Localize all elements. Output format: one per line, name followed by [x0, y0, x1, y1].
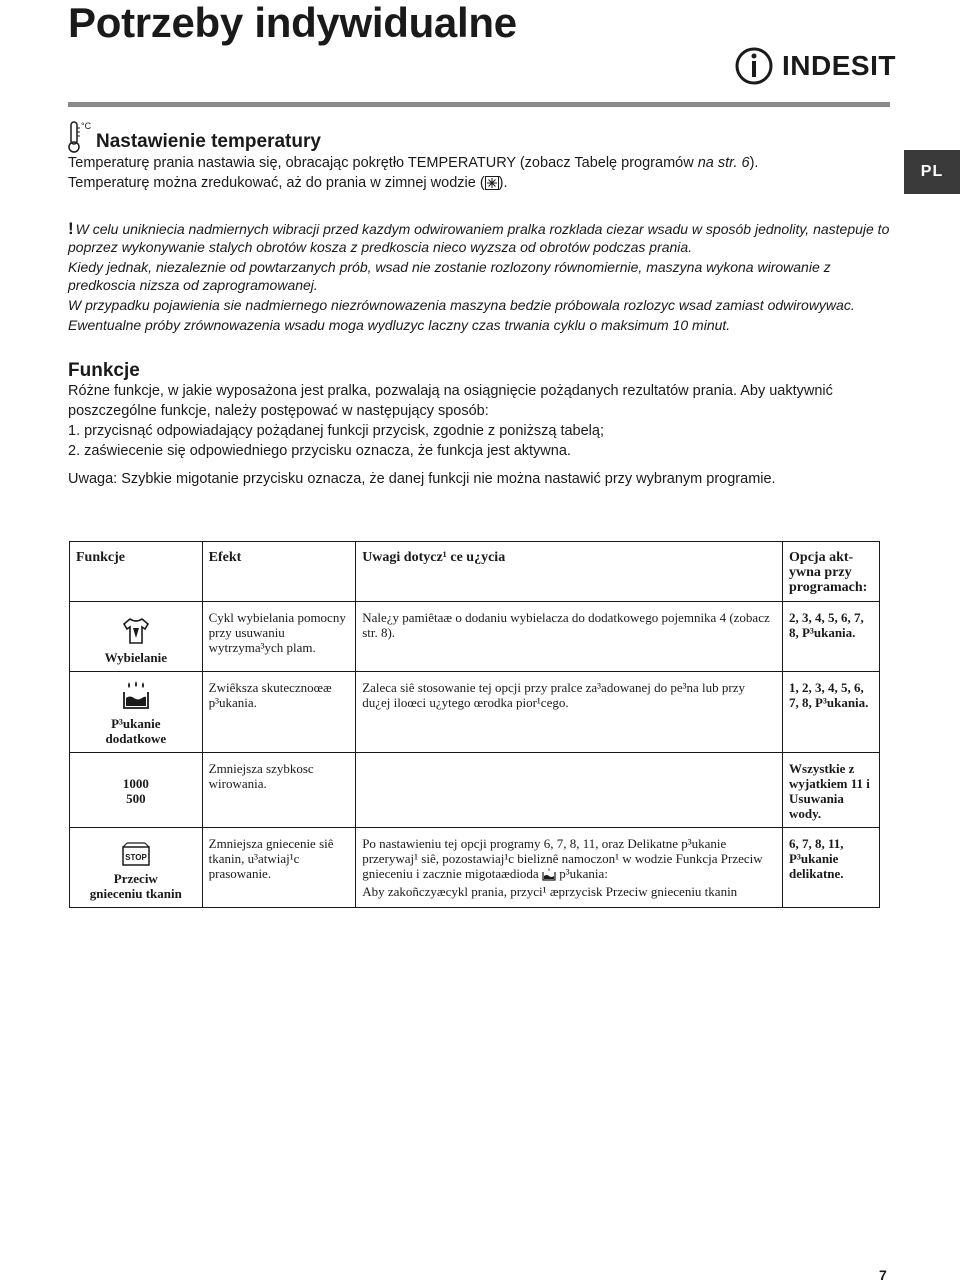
programs-cell: Wszystkie z wyjatkiem 11 i Usuwania wody. — [783, 753, 880, 828]
stop-icon-label: STOP — [124, 853, 147, 862]
brand-logo — [734, 44, 896, 88]
indesit-logo-icon — [734, 46, 774, 86]
function-name: 1000 500 — [122, 776, 149, 806]
table-row — [70, 602, 880, 672]
warning-paragraph-4: Ewentualne próby zrównowazenia wsadu moga wydluzyc laczny czas trwania cyklu o maksimum 10 minut. — [68, 317, 731, 333]
temperature-text-1: Temperaturę prania nastawia się, obracając pokrętło TEMPERATURY (zobacz Tabelę programów na str. 6). — [68, 155, 759, 171]
programs-cell: 2, 3, 4, 5, 6, 7, 8, P³ukania. — [783, 602, 880, 672]
thermometer-label: °C — [81, 121, 92, 131]
table-header-programs: Opcja akt- ywna przy programach: — [783, 542, 880, 602]
function-cell — [70, 828, 203, 908]
temperature-heading: Nastawienie temperatury — [96, 131, 321, 152]
warning-paragraph-3: W przypadku pojawienia sie nadmiernego niezrównowazenia maszyna bedzie próbowala rozlozyc wsad zamiast odwirowywac. — [68, 297, 855, 313]
stop-icon — [121, 841, 151, 867]
temperature-text-2: Temperaturę można zredukować, aż do prania w zimnej wodzie ( ). — [68, 173, 508, 196]
rinse-small-icon — [542, 868, 556, 884]
functions-table — [69, 541, 880, 908]
brand-name: INDESIT — [782, 50, 896, 81]
warning-block — [68, 220, 894, 336]
function-name: Przeciw gnieceniu tkanin — [89, 871, 182, 901]
function-name: P³ukanie dodatkowe — [105, 716, 167, 746]
table-header-row — [70, 542, 880, 602]
warning-icon: ! — [68, 219, 74, 238]
notes-cell — [356, 753, 783, 828]
page-title: Potrzeby indywidualne — [68, 0, 517, 46]
function-cell — [70, 602, 203, 672]
cold-water-icon — [485, 176, 499, 196]
effect-cell: Zmniejsza szybkosc wirowania. — [202, 753, 356, 828]
header-divider — [68, 102, 890, 107]
programs-cell: 1, 2, 3, 4, 5, 6, 7, 8, P³ukania. — [783, 672, 880, 753]
table-header-functions: Funkcje — [70, 542, 203, 602]
extra-rinse-icon — [121, 680, 151, 712]
function-cell — [70, 672, 203, 753]
language-tab: PL — [904, 150, 960, 194]
effect-cell: Zwiêksza skutecznoœæ p³ukania. — [202, 672, 356, 753]
notes-cell: Po nastawieniu tej opcji programy 6, 7, 8, 11, oraz Delikatne p³ukanie przerywaj¹ siê, pozostawiaj¹c bieliznê namoczon¹ w wodzie Funkcja Przeciw gnieceniu i zacznie migotaædioda p³ukania: Aby zakoñczyæcykl prania, przyci¹ æprzycisk Przeciw gnieceniu tkanin — [356, 828, 783, 908]
functions-heading: Funkcje — [68, 360, 140, 381]
warning-paragraph-1: ! W celu unikniecia nadmiernych wibracji przed kazdym odwirowaniem pralka rozklada ciezar wsadu w sposób jednolity, nastepuje to poprzez wykonywanie stalych obrotów kosza z predkoscia nieco wyzsza od obrotów podczas prania. — [68, 219, 890, 255]
effect-cell: Zmniejsza gniecenie siê tkanin, u³atwiaj¹c prasowanie. — [202, 828, 356, 908]
table-row — [70, 828, 880, 908]
page-number: 7 — [879, 1267, 887, 1283]
table-header-notes: Uwagi dotycz¹ ce u¿ycia — [356, 542, 783, 602]
table-row — [70, 753, 880, 828]
notes-cell: Zaleca siê stosowanie tej opcji przy pralce za³adowanej do pe³na lub przy du¿ej iloœci u¿ytego œrodka pior¹cego. — [356, 672, 783, 753]
functions-text — [68, 381, 894, 489]
bleach-shirt-icon — [121, 616, 151, 646]
functions-step-1: 1. przycisnąć odpowiadający pożądanej funkcji przycisk, zgodnie z poniższą tabelą; — [68, 423, 604, 439]
functions-step-2: 2. zaświecenie się odpowiedniego przycisku oznacza, że funkcja jest aktywna. — [68, 443, 571, 459]
programs-cell: 6, 7, 8, 11, P³ukanie delikatne. — [783, 828, 880, 908]
table-row — [70, 672, 880, 753]
notes-cell: Nale¿y pamiêtaæ o dodaniu wybielacza do dodatkowego pojemnika 4 (zobacz str. 8). — [356, 602, 783, 672]
functions-note: Uwaga: Szybkie migotanie przycisku oznacza, że danej funkcji nie można nastawić przy wybranym programie. — [68, 471, 776, 487]
function-cell — [70, 753, 203, 828]
functions-intro: Różne funkcje, w jakie wyposażona jest pralka, pozwalają na osiągnięcie pożądanych rezultatów prania. Aby uaktywnić poszczególne funkcje, należy postępować w następujący sposób: — [68, 383, 833, 419]
table-header-effect: Efekt — [202, 542, 356, 602]
warning-paragraph-2: Kiedy jednak, niezaleznie od powtarzanych prób, wsad nie zostanie rozlozony równomiernie, maszyna wykona wirowanie z predkoscia nizsza od zaprogramowanej. — [68, 259, 831, 293]
function-name: Wybielanie — [104, 650, 167, 665]
effect-cell: Cykl wybielania pomocny przy usuwaniu wytrzyma³ych plam. — [202, 602, 356, 672]
